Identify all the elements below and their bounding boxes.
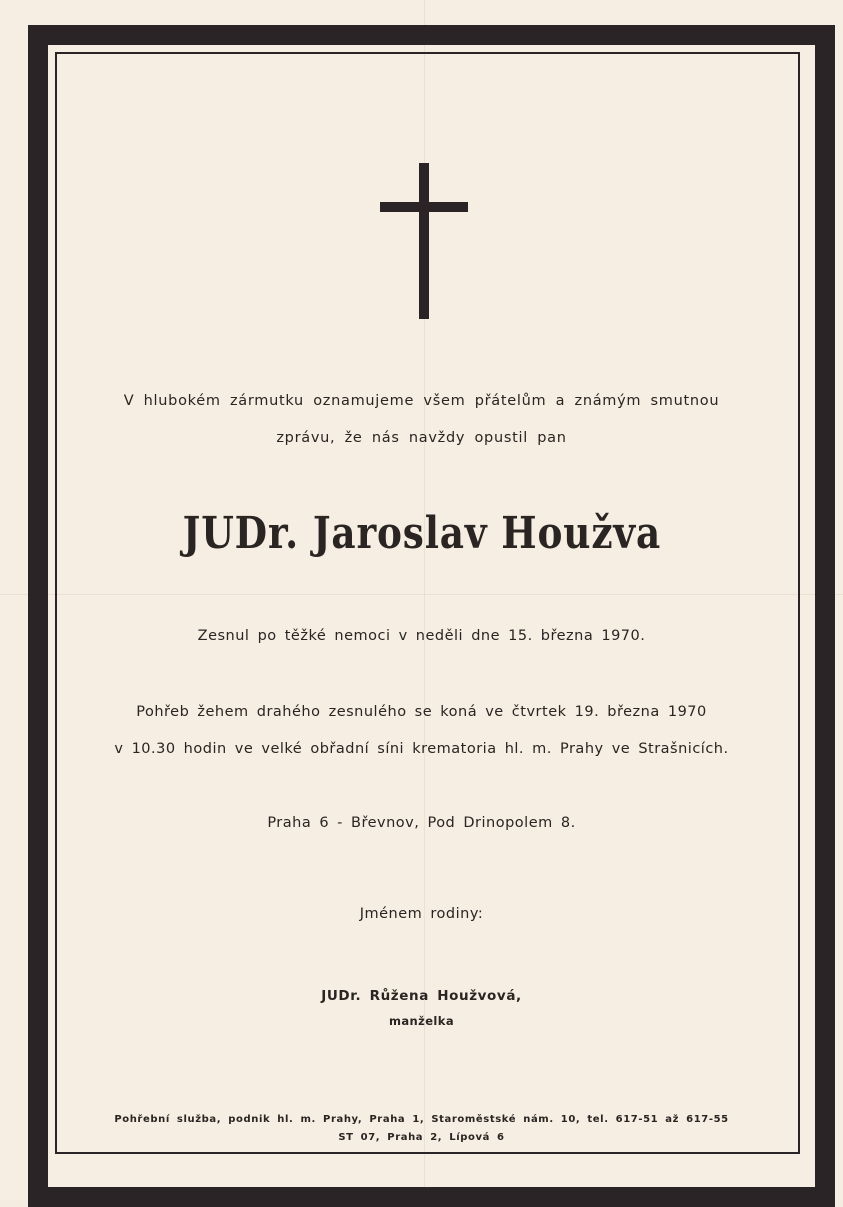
- death-announcement: Zesnul po těžké nemoci v neděli dne 15. března 1970.: [197, 628, 646, 644]
- on-behalf-label: Jménem rodiny:: [359, 906, 484, 922]
- cross-horizontal-bar: [380, 202, 468, 212]
- residence-address: Praha 6 - Břevnov, Pod Drinopolem 8.: [267, 815, 576, 831]
- intro-line-2: zprávu, že nás navždy opustil pan: [276, 430, 567, 446]
- intro-line-1: V hlubokém zármutku oznamujeme všem přátelům a známým smutnou: [123, 393, 720, 409]
- deceased-name: JUDr. Jaroslav Houžva: [182, 508, 662, 559]
- funeral-line-1: Pohřeb žehem drahého zesnulého se koná ve čtvrtek 19. března 1970: [136, 704, 707, 720]
- cross-icon: [380, 163, 468, 319]
- signatory-name: JUDr. Růžena Houžvová,: [321, 988, 522, 1004]
- funeral-line-2: v 10.30 hodin ve velké obřadní síni krematoria hl. m. Prahy ve Strašnicích.: [114, 741, 729, 757]
- printer-footer-line-1: Pohřební služba, podnik hl. m. Prahy, Praha 1, Staroměstské nám. 10, tel. 617-51 až 617-55: [114, 1114, 729, 1125]
- printer-footer-line-2: ST 07, Praha 2, Lípová 6: [338, 1132, 505, 1143]
- cross-vertical-bar: [419, 163, 429, 319]
- signatory-role: manželka: [389, 1014, 454, 1028]
